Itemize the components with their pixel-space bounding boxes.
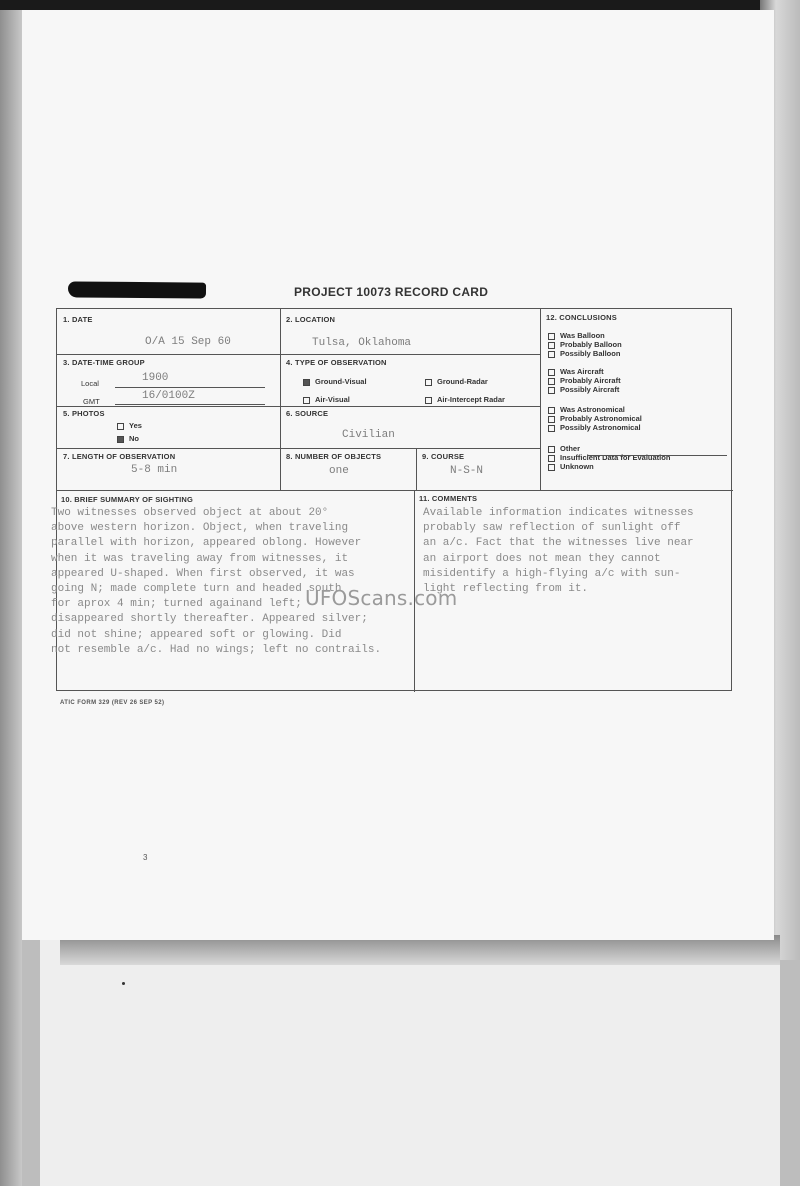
typed-line: above western horizon. Object, when traveling: [51, 522, 349, 535]
record-card-grid: [51, 308, 732, 691]
conclusions-label: 12. CONCLUSIONS: [546, 313, 617, 322]
typed-line: for aprox 4 min; turned againand left;: [51, 598, 302, 611]
comments-label: 11. COMMENTS: [419, 494, 478, 503]
comments-text: [423, 506, 694, 597]
typed-line: an a/c. Fact that the witnesses live near: [423, 537, 694, 550]
typed-line: not resemble a/c. Had no wings; left no contrails.: [51, 643, 382, 656]
typed-line: going N; made complete turn and headed south: [51, 583, 342, 596]
conclusion-item: [548, 376, 621, 385]
dtg-label: 3. DATE-TIME GROUP: [63, 358, 145, 367]
typed-line: light reflecting from it.: [423, 583, 589, 596]
ground-visual-checkbox-checked: [303, 379, 310, 386]
card-title: PROJECT 10073 RECORD CARD: [294, 285, 489, 299]
conclusion-text: Probably Balloon: [560, 340, 622, 349]
air-intercept-radar-checkbox: [425, 397, 432, 404]
local-label: Local: [81, 379, 99, 388]
conclusion-text: Possibly Balloon: [560, 349, 621, 358]
source-label: 6. SOURCE: [286, 409, 329, 418]
typed-line: Two witnesses observed object at about 20°: [51, 507, 329, 519]
date-label: 1. DATE: [63, 315, 93, 324]
gmt-label: GMT: [83, 397, 100, 406]
photos-no-option: [117, 434, 139, 443]
conclusion-checkbox: [548, 387, 555, 394]
local-time-value: 1900: [142, 372, 169, 384]
air-visual-option: [303, 395, 350, 404]
conclusion-text: Was Balloon: [560, 331, 605, 340]
ground-visual-text: Ground-Visual: [315, 377, 367, 386]
air-intercept-radar-option: [425, 395, 505, 404]
conclusion-checkbox: [548, 455, 555, 462]
typed-line: probably saw reflection of sunlight off: [423, 522, 681, 535]
photos-yes-option: [117, 421, 142, 430]
conclusion-item: [548, 349, 620, 358]
air-visual-checkbox: [303, 397, 310, 404]
summary-text: [51, 506, 381, 658]
ground-radar-option: [425, 377, 488, 386]
photos-yes-checkbox: [117, 423, 124, 430]
typed-line: disappeared shortly thereafter. Appeared silver;: [51, 613, 368, 626]
conclusion-checkbox: [548, 446, 555, 453]
typed-line: parallel with horizon, appeared oblong. However: [51, 537, 362, 550]
number-objects-label: 8. NUMBER OF OBJECTS: [286, 452, 382, 461]
typed-line: an airport does not mean they cannot: [423, 552, 661, 565]
photos-yes-text: Yes: [129, 421, 142, 430]
form-number: ATIC FORM 329 (REV 26 SEP 52): [60, 700, 165, 706]
page-number: 3: [143, 853, 148, 862]
conclusion-text: Other: [560, 444, 581, 453]
conclusion-text: Was Astronomical: [560, 405, 625, 414]
conclusion-text: Possibly Astronomical: [560, 423, 641, 432]
conclusion-item: [548, 367, 604, 376]
watermark-text: UFOScans.com: [305, 586, 458, 610]
conclusion-text: Possibly Aircraft: [560, 385, 620, 394]
conclusion-checkbox: [548, 369, 555, 376]
scan-top-edge: [0, 0, 800, 10]
conclusion-item: [548, 414, 642, 423]
air-intercept-radar-text: Air-Intercept Radar: [437, 395, 505, 404]
conclusion-item: [548, 331, 605, 340]
speck: [122, 982, 125, 985]
location-label: 2. LOCATION: [286, 315, 336, 324]
source-value: Civilian: [342, 429, 395, 441]
length-label: 7. LENGTH OF OBSERVATION: [63, 452, 176, 461]
typed-line: misidentify a high-flying a/c with sun-: [423, 567, 681, 580]
summary-label: 10. BRIEF SUMMARY OF SIGHTING: [61, 495, 194, 504]
redaction-mark: [68, 281, 206, 298]
number-objects-value: one: [329, 465, 349, 477]
conclusion-text: Was Aircraft: [560, 367, 604, 376]
conclusion-item: [548, 405, 625, 414]
ground-radar-text: Ground-Radar: [437, 377, 488, 386]
photos-label: 5. PHOTOS: [63, 409, 105, 418]
gmt-time-value: 16/0100Z: [142, 390, 195, 402]
conclusion-checkbox: [548, 425, 555, 432]
ground-visual-option: [303, 377, 367, 386]
conclusion-checkbox: [548, 378, 555, 385]
photos-no-text: No: [129, 434, 139, 443]
location-value: Tulsa, Oklahoma: [312, 337, 412, 349]
conclusion-item: [548, 444, 580, 453]
conclusion-checkbox: [548, 333, 555, 340]
conclusion-checkbox: [548, 416, 555, 423]
conclusion-text: Probably Astronomical: [560, 414, 642, 423]
typed-line: did not shine; appeared soft or glowing. Did: [51, 628, 342, 641]
typed-line: when it was traveling away from witnesses, it: [51, 552, 349, 565]
scan-left-edge: [0, 0, 22, 1186]
conclusion-text: Probably Aircraft: [560, 376, 621, 385]
air-visual-text: Air-Visual: [315, 395, 350, 404]
ground-radar-checkbox: [425, 379, 432, 386]
conclusion-text: Insufficient Data for Evaluation: [560, 453, 671, 462]
conclusion-checkbox: [548, 407, 555, 414]
conclusion-item: [548, 423, 641, 432]
date-value: O/A 15 Sep 60: [145, 336, 231, 348]
length-value: 5-8 min: [131, 464, 178, 476]
conclusion-checkbox: [548, 464, 555, 471]
typed-line: appeared U-shaped. When first observed, it was: [51, 567, 355, 580]
photos-no-checkbox-checked: [117, 436, 124, 443]
conclusion-checkbox: [548, 342, 555, 349]
conclusion-checkbox: [548, 351, 555, 358]
course-value: N-S-N: [450, 465, 484, 477]
lower-sheet: [40, 935, 780, 1186]
conclusion-item: [548, 340, 622, 349]
conclusion-item: [548, 385, 619, 394]
conclusion-item: [548, 462, 594, 471]
typed-line: Available information indicates witnesses: [423, 507, 694, 519]
type-observation-label: 4. TYPE OF OBSERVATION: [286, 358, 387, 367]
conclusion-text: Unknown: [560, 462, 594, 471]
course-label: 9. COURSE: [422, 452, 465, 461]
